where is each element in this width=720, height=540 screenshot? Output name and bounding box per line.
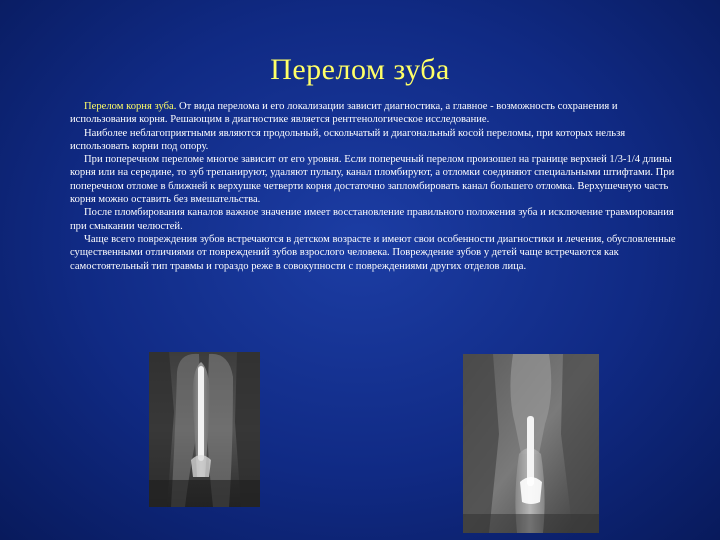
paragraph-4 xyxy=(70,206,682,233)
paragraph-5 xyxy=(70,233,682,273)
paragraph-text: Наиболее неблагоприятными являются продольный, оскольчатый и диагональный косой переломы, при которых нельзя использовать корни под опору. xyxy=(70,127,626,152)
xray-image-left xyxy=(149,352,260,507)
paragraph-text: После пломбирования каналов важное значение имеет восстановление правильного положения зуба и исключение травмирования при смыкании челюстей. xyxy=(70,207,674,232)
slide-body xyxy=(70,100,682,273)
paragraph-text: Чаще всего повреждения зубов встречаются в детском возрасте и имеют свои особенности диагностики и лечения, обусловленные существенными отличиями от повреждений зубов взрослого человека. Повреждение зубов у детей чаще встречаются как самостоятельный тип травмы и гораздо реже в совокупности с повреждениями других отделов лица. xyxy=(70,233,676,272)
paragraph-text: От вида перелома и его локализации зависит диагностика, а главное - возможность сохранения и использования корня. Решающим в диагностике является рентгенологическое исследование. xyxy=(70,101,618,126)
paragraph-text: При поперечном переломе многое зависит от его уровня. Если поперечный перелом произошел на границе верхней 1/3-1/4 длины корня или на середине, то зуб трепанируют, удаляют пульпу, канал пломбируют, а отломки соединяют специальными штифтами. При поперечном отломе в ближней к верхушке четверти корня достаточно запломбировать канал большего отломка. Верхушечную часть корня можно оставить без вмешательства. xyxy=(70,154,675,206)
xray-image-right xyxy=(463,354,599,533)
paragraph-lead: Перелом корня зуба. xyxy=(84,101,177,112)
paragraph-3 xyxy=(70,153,682,206)
paragraph-2 xyxy=(70,127,682,154)
paragraph-1 xyxy=(70,100,682,127)
slide-title: Перелом зуба xyxy=(270,53,450,86)
